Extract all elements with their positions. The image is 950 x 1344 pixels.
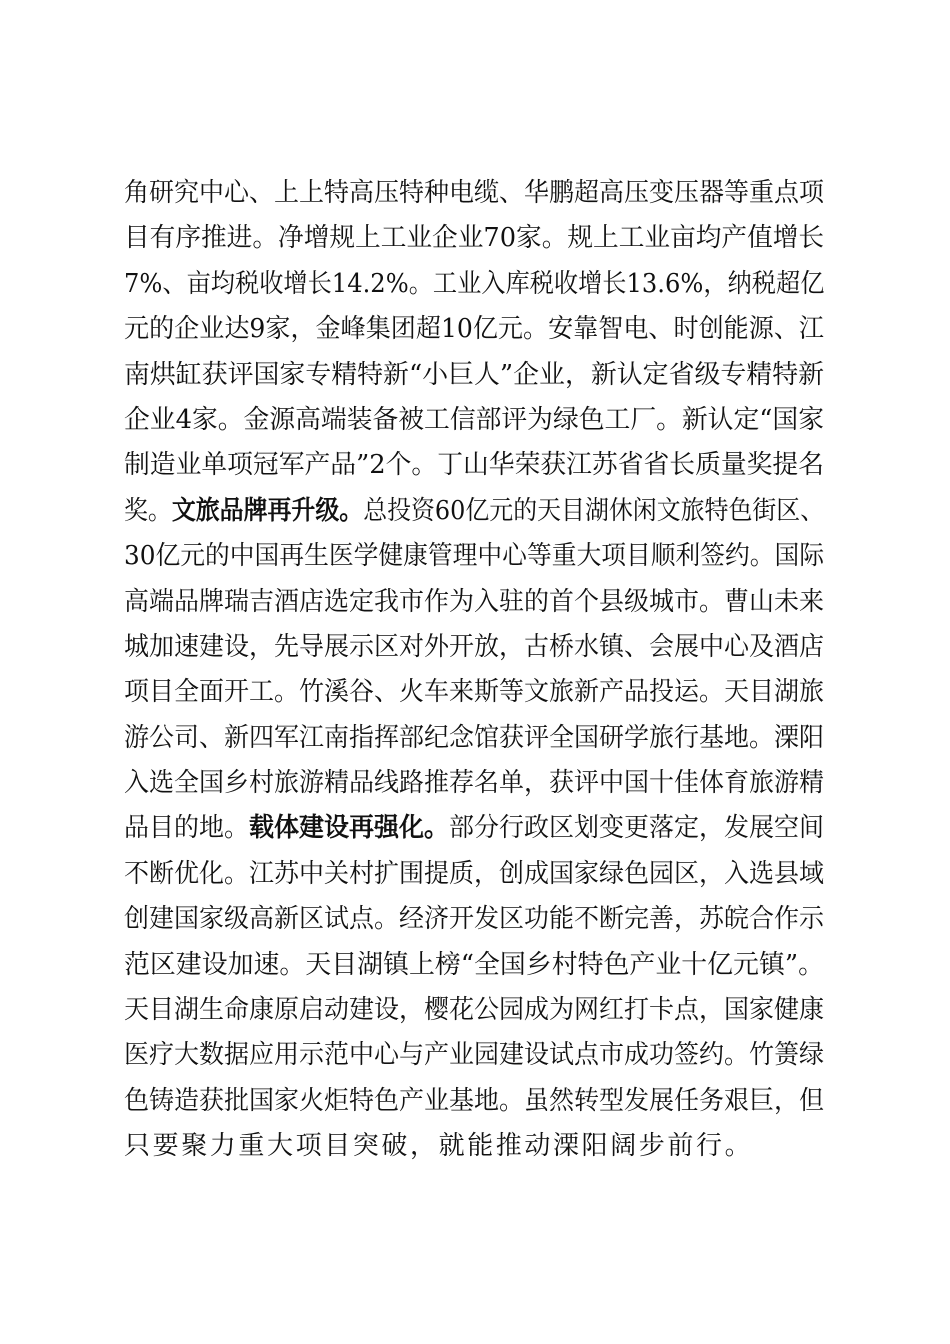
text-line	[124, 670, 824, 715]
text-segment: 目有序推进。净增规上工业企业70家。规上工业亩均产值增长	[124, 223, 825, 254]
text-segment: 项目全面开工。竹溪谷、火车来斯等文旅新产品投运。天目湖旅	[124, 677, 825, 708]
text-segment: 30亿元的中国再生医学健康管理中心等重大项目顺利签约。国际	[124, 541, 825, 572]
text-line	[124, 171, 824, 216]
text-segment: 7%、亩均税收增长14.2%。工业入库税收增长13.6%，纳税超亿	[124, 268, 825, 299]
text-line	[124, 897, 824, 942]
text-line	[124, 943, 824, 988]
text-line	[124, 443, 824, 488]
text-segment: 游公司、新四军江南指挥部纪念馆获评全国研学旅行基地。溧阳	[124, 722, 825, 753]
text-line	[124, 806, 824, 851]
text-segment: 创建国家级高新区试点。经济开发区功能不断完善，苏皖合作示	[124, 904, 825, 935]
text-line	[124, 489, 824, 534]
text-segment: 元的企业达9家，金峰集团超10亿元。安靠智电、时创能源、江	[124, 314, 824, 345]
text-segment: 色铸造获批国家火炬特色产业基地。虽然转型发展任务艰巨，但	[124, 1085, 825, 1116]
text-segment: 天目湖生命康原启动建设，樱花公园成为网红打卡点，国家健康	[124, 995, 825, 1026]
text-line	[124, 534, 824, 579]
text-line	[124, 716, 824, 761]
text-line	[124, 307, 824, 352]
text-line	[124, 1124, 824, 1169]
text-line	[124, 262, 824, 307]
inline-heading: 文旅品牌再升级。	[171, 495, 364, 526]
text-line	[124, 353, 824, 398]
text-segment: 只要聚力重大项目突破，就能推动溧阳阔步前行。	[124, 1131, 754, 1162]
text-segment: 奖。	[124, 495, 172, 526]
text-segment: 不断优化。江苏中关村扩围提质，创成国家绿色园区，入选县域	[124, 858, 825, 889]
text-line	[124, 216, 824, 261]
text-line	[124, 580, 824, 625]
body-paragraph	[124, 171, 824, 1170]
text-segment: 医疗大数据应用示范中心与产业园建设试点市成功签约。竹箦绿	[124, 1040, 825, 1071]
text-segment: 范区建设加速。天目湖镇上榜“全国乡村特色产业十亿元镇”。	[124, 949, 824, 980]
text-segment: 入选全国乡村旅游精品线路推荐名单，获评中国十佳体育旅游精	[124, 768, 825, 799]
text-line	[124, 852, 824, 897]
text-line	[124, 1033, 824, 1078]
text-segment: 高端品牌瑞吉酒店选定我市作为入驻的首个县级城市。曹山未来	[124, 586, 825, 617]
text-segment: 品目的地。	[124, 813, 250, 844]
text-segment: 企业4家。金源高端装备被工信部评为绿色工厂。新认定“国家	[124, 404, 824, 435]
inline-heading: 载体建设再强化。	[249, 813, 450, 844]
text-line	[124, 625, 824, 670]
text-segment: 城加速建设，先导展示区对外开放，古桥水镇、会展中心及酒店	[124, 631, 825, 662]
text-line	[124, 1079, 824, 1124]
text-segment: 总投资60亿元的天目湖休闲文旅特色街区、	[363, 495, 825, 526]
text-segment: 角研究中心、上上特高压特种电缆、华鹏超高压变压器等重点项	[124, 178, 825, 208]
text-segment: 部分行政区划变更落定，发展空间	[449, 813, 825, 844]
text-segment: 南烘缸获评国家专精特新“小巨人”企业，新认定省级专精特新	[124, 359, 824, 390]
text-line	[124, 398, 824, 443]
text-segment: 制造业单项冠军产品”2个。丁山华荣获江苏省省长质量奖提名	[124, 450, 824, 481]
text-line	[124, 761, 824, 806]
text-line	[124, 988, 824, 1033]
